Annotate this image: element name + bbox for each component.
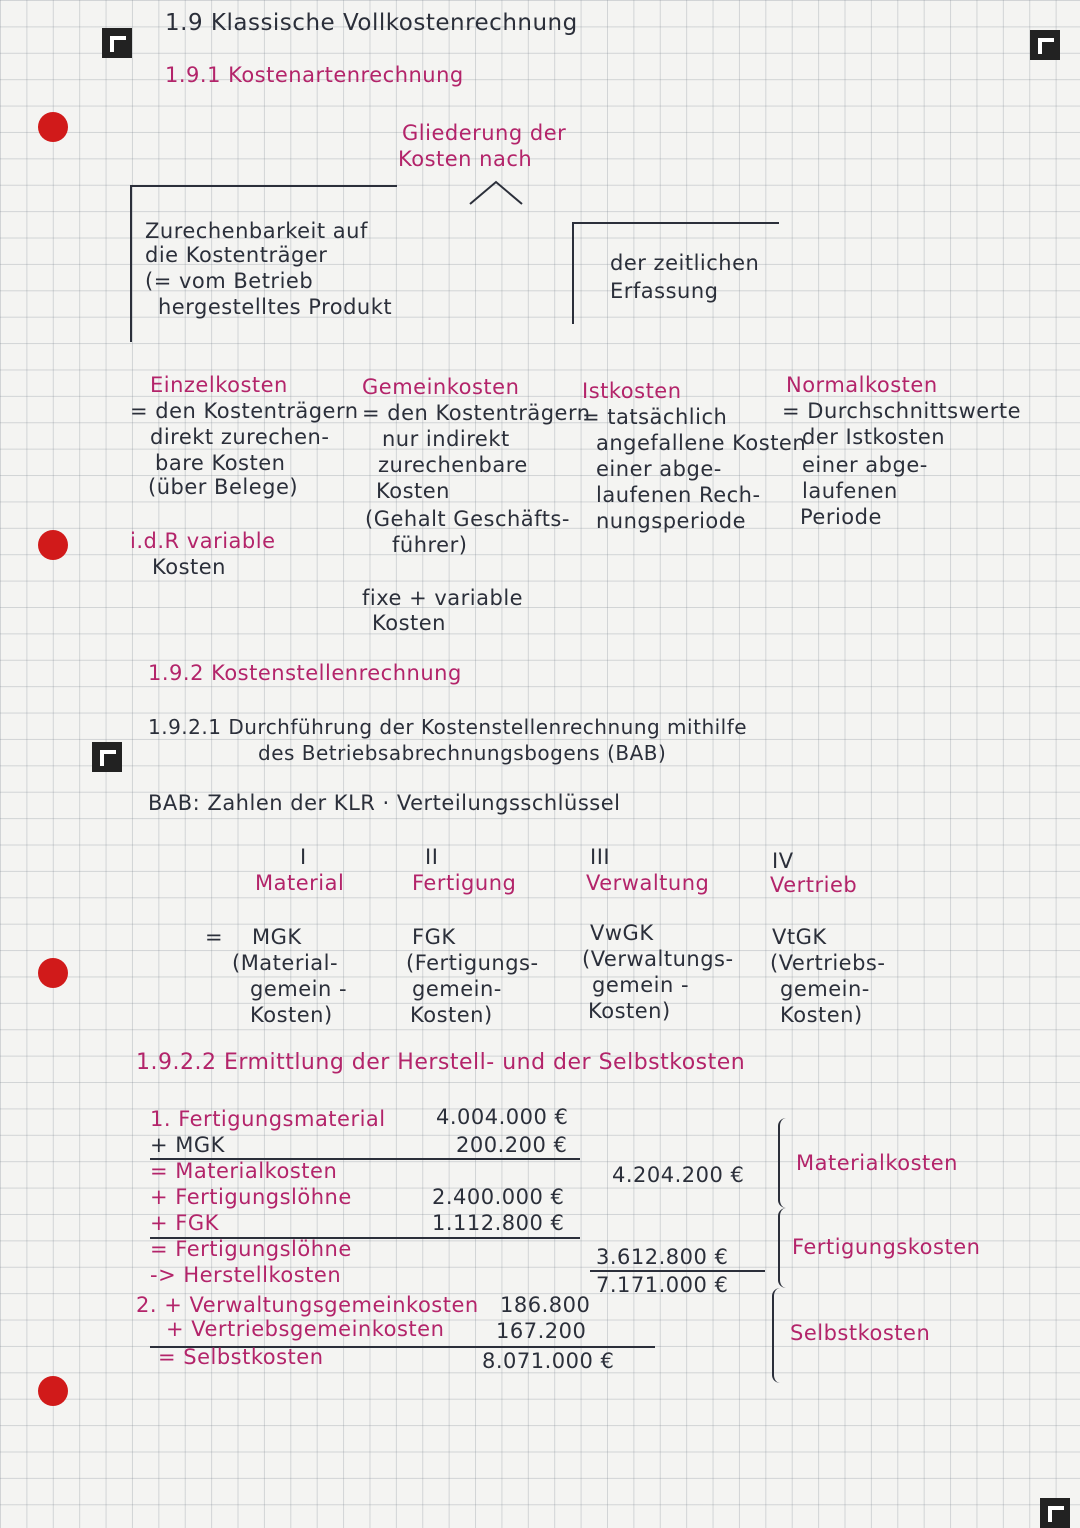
gemeinkosten-line: (Gehalt Geschäfts-: [365, 507, 570, 531]
branch-left-line: die Kostenträger: [145, 243, 328, 267]
punch-hole: [38, 958, 68, 988]
calc-label: -> Herstellkosten: [150, 1263, 342, 1287]
calc-label: + FGK: [150, 1211, 219, 1235]
caret-icon: [466, 178, 506, 198]
einzelkosten-title: Einzelkosten: [150, 373, 288, 397]
istkosten-line: einer abge-: [596, 457, 722, 481]
brace-label: Selbstkosten: [790, 1321, 931, 1345]
bab-col-desc: Kosten): [250, 1003, 333, 1027]
corner-mark-bottom-right: [1040, 1498, 1070, 1528]
calc-value: 3.612.800 €: [596, 1245, 729, 1269]
bab-col-name: Vertrieb: [770, 873, 858, 897]
istkosten-title: Istkosten: [582, 379, 682, 403]
gemeinkosten-note: fixe + variable: [362, 586, 524, 610]
section-heading-1921-line1: 1.9.2.1 Durchführung der Kostenstellenrechnung mithilfe: [148, 715, 748, 739]
section-heading-1921-line2: des Betriebsabrechnungsbogens (BAB): [258, 741, 667, 765]
bab-col-abbr: FGK: [412, 925, 456, 949]
einzelkosten-line: = den Kostenträgern: [130, 399, 359, 423]
branch-right-line: der zeitlichen: [610, 251, 760, 275]
calc-label: 2. + Verwaltungsgemeinkosten: [136, 1293, 479, 1317]
punch-hole: [38, 112, 68, 142]
gemeinkosten-line: führer): [392, 533, 468, 557]
gemeinkosten-note: Kosten: [372, 611, 446, 635]
branch-left-line: (= vom Betrieb: [145, 269, 314, 293]
istkosten-line: nungsperiode: [596, 509, 747, 533]
brace-materialkosten: [778, 1118, 790, 1208]
bab-line: BAB: Zahlen der KLR · Verteilungsschlüssel: [148, 791, 621, 815]
einzelkosten-line: direkt zurechen-: [150, 425, 330, 449]
bab-col-abbr: MGK: [252, 925, 302, 949]
brace-fertigungskosten: [778, 1208, 790, 1288]
section-heading-191: 1.9.1 Kostenartenrechnung: [165, 63, 464, 87]
einzelkosten-note: Kosten: [152, 555, 226, 579]
calc-value: 186.800: [500, 1293, 591, 1317]
istkosten-line: angefallene Kosten: [596, 431, 807, 455]
normalkosten-line: laufenen: [802, 479, 898, 503]
bab-col-abbr: VtGK: [772, 925, 827, 949]
bab-col-desc: (Vertriebs-: [770, 951, 886, 975]
corner-mark-bottom-left: [92, 742, 122, 772]
section-heading-1922: 1.9.2.2 Ermittlung der Herstell- und der Selbstkosten: [136, 1050, 746, 1075]
normalkosten-line: = Durchschnittswerte: [782, 399, 1022, 423]
istkosten-line: laufenen Rech-: [596, 483, 761, 507]
calc-value: 8.071.000 €: [482, 1349, 615, 1373]
gemeinkosten-line: = den Kostenträgern: [362, 401, 591, 425]
normalkosten-line: Periode: [800, 505, 882, 529]
bab-col-desc: gemein-: [780, 977, 870, 1001]
bab-col-desc: gemein -: [592, 973, 690, 997]
istkosten-line: = tatsächlich: [582, 405, 728, 429]
bab-col-desc: (Verwaltungs-: [582, 947, 734, 971]
brace-selbstkosten: [772, 1288, 784, 1383]
calc-value: 4.004.000 €: [436, 1105, 569, 1129]
bab-col-desc: (Material-: [232, 951, 339, 975]
gemeinkosten-line: Kosten: [376, 479, 450, 503]
page-title: 1.9 Klassische Vollkostenrechnung: [165, 10, 578, 36]
bab-col-desc: Kosten): [588, 999, 671, 1023]
calc-value: 167.200: [496, 1319, 587, 1343]
normalkosten-title: Normalkosten: [786, 373, 938, 397]
branch-left-line: hergestelltes Produkt: [158, 295, 393, 319]
calc-label: = Selbstkosten: [158, 1345, 324, 1369]
bab-col-name: Fertigung: [412, 871, 517, 895]
einzelkosten-line: bare Kosten: [155, 451, 286, 475]
calc-label: = Materialkosten: [150, 1159, 338, 1183]
einzelkosten-line: (über Belege): [148, 475, 299, 499]
bab-col-num: II: [425, 845, 439, 869]
brace-label: Fertigungskosten: [792, 1235, 981, 1259]
bab-col-desc: gemein-: [412, 977, 502, 1001]
bab-col-name: Material: [255, 871, 345, 895]
bab-col-abbr: VwGK: [590, 921, 654, 945]
calc-value: 7.171.000 €: [596, 1273, 729, 1297]
punch-hole: [38, 530, 68, 560]
bab-col-num: IV: [772, 849, 794, 873]
corner-mark-top-right: [1030, 30, 1060, 60]
bab-col-desc: gemein -: [250, 977, 348, 1001]
brace-label: Materialkosten: [796, 1151, 958, 1175]
calc-value: 2.400.000 €: [432, 1185, 565, 1209]
gemeinkosten-title: Gemeinkosten: [362, 375, 520, 399]
calc-label: + MGK: [150, 1133, 225, 1157]
einzelkosten-note: i.d.R variable: [130, 529, 276, 553]
bab-col-name: Verwaltung: [586, 871, 710, 895]
corner-mark-top-left: [102, 28, 132, 58]
bab-col-desc: Kosten): [410, 1003, 493, 1027]
section-heading-192: 1.9.2 Kostenstellenrechnung: [148, 661, 462, 685]
bab-col-desc: (Fertigungs-: [406, 951, 539, 975]
gemeinkosten-line: zurechenbare: [378, 453, 528, 477]
calc-value: 200.200 €: [456, 1133, 568, 1157]
bab-equals-sign: =: [205, 925, 224, 949]
bab-col-num: III: [590, 845, 611, 869]
punch-hole: [38, 1376, 68, 1406]
bab-col-num: I: [300, 845, 307, 869]
calc-label: 1. Fertigungsmaterial: [150, 1107, 386, 1131]
calc-value: 1.112.800 €: [432, 1211, 565, 1235]
gemeinkosten-line: nur indirekt: [382, 427, 510, 451]
calc-value: 4.204.200 €: [612, 1163, 745, 1187]
calc-label: + Vertriebsgemeinkosten: [166, 1317, 445, 1341]
calc-label: + Fertigungslöhne: [150, 1185, 352, 1209]
tree-root-line1: Gliederung der: [402, 121, 567, 145]
normalkosten-line: einer abge-: [802, 453, 928, 477]
normalkosten-line: der Istkosten: [802, 425, 946, 449]
branch-left-line: Zurechenbarkeit auf: [145, 219, 368, 243]
branch-right-line: Erfassung: [610, 279, 719, 303]
calc-label: = Fertigungslöhne: [150, 1237, 352, 1261]
tree-root-line2: Kosten nach: [398, 147, 533, 171]
bab-col-desc: Kosten): [780, 1003, 863, 1027]
